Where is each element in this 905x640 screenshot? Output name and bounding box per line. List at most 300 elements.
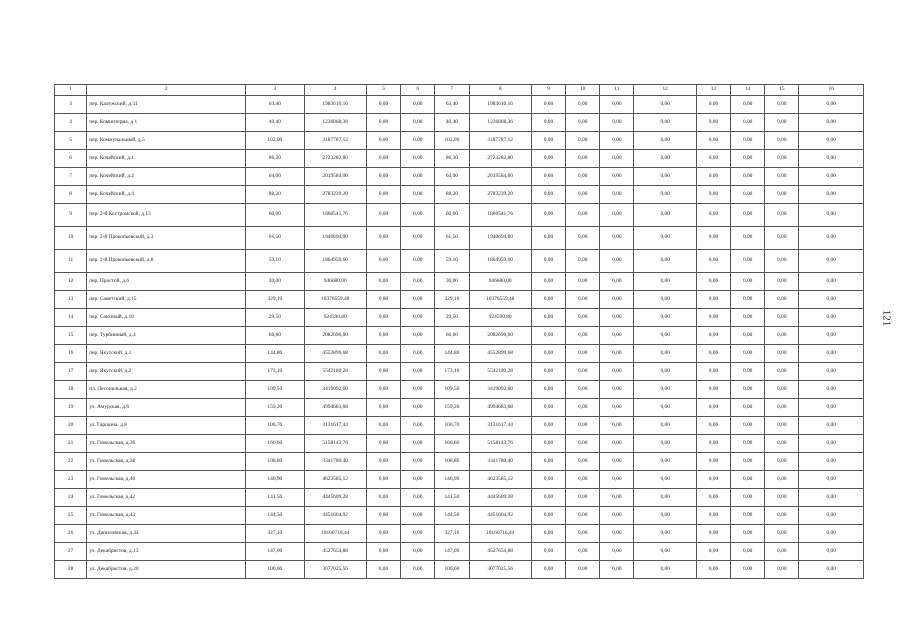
value-cell: 146,90 <box>246 471 304 489</box>
value-cell: 0,00 <box>531 132 565 150</box>
value-cell: 0,00 <box>634 471 696 489</box>
value-cell: 0,00 <box>731 399 765 417</box>
column-header: 9 <box>531 85 565 96</box>
value-cell: 0,00 <box>731 150 765 168</box>
value-cell: 0,00 <box>600 309 634 327</box>
value-cell: 0,00 <box>634 561 696 579</box>
table-row <box>55 150 864 168</box>
value-cell: 0,00 <box>765 381 799 399</box>
value-cell: 0,00 <box>600 168 634 186</box>
value-cell: 4623585,12 <box>304 471 366 489</box>
value-cell: 946680,00 <box>304 273 366 291</box>
address-cell: ул. Гомельская, д.43 <box>87 507 246 525</box>
value-cell: 0,00 <box>366 489 400 507</box>
address-cell: пл. Лесопильная, д.2 <box>87 381 246 399</box>
value-cell: 0,00 <box>696 327 730 345</box>
value-cell: 0,00 <box>401 399 435 417</box>
value-cell: 0,00 <box>531 561 565 579</box>
value-cell: 3131617,44 <box>304 417 366 435</box>
value-cell: 64,00 <box>246 168 304 186</box>
value-cell: 0,00 <box>401 543 435 561</box>
value-cell: 59,10 <box>435 250 469 273</box>
value-cell: 0,00 <box>531 507 565 525</box>
value-cell: 141,50 <box>435 489 469 507</box>
value-cell: 0,00 <box>731 345 765 363</box>
value-cell: 0,00 <box>799 132 864 150</box>
value-cell: 0,00 <box>531 381 565 399</box>
value-cell: 0,00 <box>799 417 864 435</box>
value-cell: 0,00 <box>566 309 600 327</box>
value-cell: 4527654,88 <box>304 543 366 561</box>
value-cell: 4623585,12 <box>469 471 531 489</box>
value-cell: 2783239,20 <box>304 186 366 204</box>
value-cell: 24 <box>55 489 87 507</box>
address-cell: пер. Коминтерна, д.1 <box>87 114 246 132</box>
value-cell: 144,50 <box>435 507 469 525</box>
value-cell: 0,00 <box>696 309 730 327</box>
value-cell: 0,00 <box>696 399 730 417</box>
header-row <box>55 85 864 96</box>
value-cell: 26 <box>55 525 87 543</box>
value-cell: 0,00 <box>600 327 634 345</box>
table-row <box>55 525 864 543</box>
value-cell: 0,00 <box>600 471 634 489</box>
table-row <box>55 327 864 345</box>
value-cell: 0,00 <box>765 345 799 363</box>
table-row <box>55 471 864 489</box>
value-cell: 61,50 <box>435 227 469 250</box>
value-cell: 0,00 <box>765 435 799 453</box>
value-cell: 159,20 <box>246 399 304 417</box>
value-cell: 0,00 <box>401 309 435 327</box>
value-cell: 0,00 <box>566 345 600 363</box>
value-cell: 0,00 <box>696 150 730 168</box>
value-cell: 0,00 <box>566 327 600 345</box>
value-cell: 0,00 <box>765 417 799 435</box>
value-cell: 173,10 <box>435 363 469 381</box>
value-cell: 63,40 <box>435 96 469 114</box>
table-row <box>55 250 864 273</box>
value-cell: 0,00 <box>765 561 799 579</box>
value-cell: 147,00 <box>435 543 469 561</box>
column-header: 15 <box>765 85 799 96</box>
value-cell: 0,00 <box>799 543 864 561</box>
value-cell: 1860541,76 <box>304 204 366 227</box>
address-cell: пер. 2-й Прокопьевский, д.8 <box>87 250 246 273</box>
value-cell: 0,00 <box>696 561 730 579</box>
value-cell: 29,50 <box>435 309 469 327</box>
value-cell: 0,00 <box>531 435 565 453</box>
value-cell: 0,00 <box>531 363 565 381</box>
value-cell: 0,00 <box>401 327 435 345</box>
value-cell: 0,00 <box>566 525 600 543</box>
value-cell: 0,00 <box>366 96 400 114</box>
value-cell: 0,00 <box>531 309 565 327</box>
value-cell: 0,00 <box>366 471 400 489</box>
address-cell: ул. Гаршина, д.8 <box>87 417 246 435</box>
value-cell: 0,00 <box>366 417 400 435</box>
value-cell: 327,10 <box>246 525 304 543</box>
value-cell: 147,00 <box>246 543 304 561</box>
value-cell: 5542180,28 <box>469 363 531 381</box>
value-cell: 0,00 <box>634 132 696 150</box>
value-cell: 0,00 <box>600 150 634 168</box>
value-cell: 0,00 <box>765 399 799 417</box>
value-cell: 0,00 <box>366 327 400 345</box>
value-cell: 0,00 <box>696 250 730 273</box>
value-cell: 329,10 <box>435 291 469 309</box>
value-cell: 0,00 <box>566 132 600 150</box>
value-cell: 3419092,60 <box>304 381 366 399</box>
value-cell: 5542180,28 <box>304 363 366 381</box>
value-cell: 0,00 <box>731 381 765 399</box>
value-cell: 4552899,68 <box>304 345 366 363</box>
value-cell: 0,00 <box>696 96 730 114</box>
value-cell: 0,00 <box>401 507 435 525</box>
value-cell: 14 <box>55 309 87 327</box>
value-cell: 0,00 <box>731 453 765 471</box>
address-cell: пер. Калужский, д.31 <box>87 96 246 114</box>
column-header: 2 <box>87 85 246 96</box>
table-row <box>55 168 864 186</box>
value-cell: 0,00 <box>696 345 730 363</box>
value-cell: 0,00 <box>401 345 435 363</box>
value-cell: 0,00 <box>765 250 799 273</box>
value-cell: 0,00 <box>401 435 435 453</box>
value-cell: 0,00 <box>634 543 696 561</box>
value-cell: 0,00 <box>731 363 765 381</box>
value-cell: 0,00 <box>531 327 565 345</box>
value-cell: 0,00 <box>765 168 799 186</box>
data-table <box>54 84 864 579</box>
value-cell: 0,00 <box>799 96 864 114</box>
value-cell: 0,00 <box>566 381 600 399</box>
value-cell: 0,00 <box>731 489 765 507</box>
value-cell: 0,00 <box>566 489 600 507</box>
value-cell: 3131617,44 <box>469 417 531 435</box>
column-header: 3 <box>246 85 304 96</box>
value-cell: 0,00 <box>696 168 730 186</box>
value-cell: 3 <box>55 96 87 114</box>
value-cell: 19 <box>55 399 87 417</box>
value-cell: 0,00 <box>799 525 864 543</box>
value-cell: 159,20 <box>435 399 469 417</box>
table-row <box>55 96 864 114</box>
value-cell: 946680,00 <box>469 273 531 291</box>
value-cell: 0,00 <box>696 417 730 435</box>
address-cell: пер. Союзный, д.10 <box>87 309 246 327</box>
value-cell: 0,00 <box>531 114 565 132</box>
value-cell: 109,50 <box>246 381 304 399</box>
value-cell: 100,60 <box>435 561 469 579</box>
value-cell: 0,00 <box>600 489 634 507</box>
value-cell: 66,60 <box>246 327 304 345</box>
address-cell: пер. 2-й Прокопьевский, д.3 <box>87 227 246 250</box>
value-cell: 0,00 <box>401 525 435 543</box>
value-cell: 0,00 <box>600 204 634 227</box>
value-cell: 16 <box>55 345 87 363</box>
value-cell: 1983610,16 <box>304 96 366 114</box>
value-cell: 0,00 <box>634 381 696 399</box>
table-row <box>55 453 864 471</box>
value-cell: 0,00 <box>531 453 565 471</box>
value-cell: 0,00 <box>731 507 765 525</box>
value-cell: 0,00 <box>696 186 730 204</box>
value-cell: 0,00 <box>531 345 565 363</box>
value-cell: 0,00 <box>731 250 765 273</box>
value-cell: 0,00 <box>696 291 730 309</box>
value-cell: 0,00 <box>731 417 765 435</box>
value-cell: 8 <box>55 186 87 204</box>
value-cell: 0,00 <box>366 273 400 291</box>
value-cell: 59,10 <box>246 250 304 273</box>
address-cell: ул. Гомельская, д.40 <box>87 471 246 489</box>
value-cell: 0,00 <box>600 561 634 579</box>
value-cell: 6 <box>55 150 87 168</box>
value-cell: 0,00 <box>401 363 435 381</box>
address-cell: пер. Советский, д.15 <box>87 291 246 309</box>
value-cell: 0,00 <box>731 227 765 250</box>
value-cell: 0,00 <box>600 132 634 150</box>
value-cell: 30,00 <box>435 273 469 291</box>
value-cell: 10160716,44 <box>304 525 366 543</box>
table-row <box>55 132 864 150</box>
value-cell: 5158143,76 <box>469 435 531 453</box>
address-cell: пер. Кочейский, д.1 <box>87 150 246 168</box>
value-cell: 2019584,00 <box>304 168 366 186</box>
value-cell: 2783239,20 <box>469 186 531 204</box>
value-cell: 108,80 <box>246 453 304 471</box>
column-header: 7 <box>435 85 469 96</box>
value-cell: 327,10 <box>435 525 469 543</box>
value-cell: 0,00 <box>531 489 565 507</box>
address-cell: пер. Простой, д.6 <box>87 273 246 291</box>
value-cell: 0,00 <box>566 453 600 471</box>
value-cell: 0,00 <box>696 507 730 525</box>
address-cell: ул. Гомельская, д.38 <box>87 453 246 471</box>
value-cell: 2082696,00 <box>469 327 531 345</box>
table-row <box>55 543 864 561</box>
value-cell: 0,00 <box>731 327 765 345</box>
value-cell: 0,00 <box>600 417 634 435</box>
value-cell: 0,00 <box>634 525 696 543</box>
value-cell: 0,00 <box>366 186 400 204</box>
value-cell: 4445609,28 <box>304 489 366 507</box>
value-cell: 0,00 <box>401 227 435 250</box>
value-cell: 0,00 <box>531 471 565 489</box>
value-cell: 0,00 <box>696 227 730 250</box>
value-cell: 0,00 <box>366 525 400 543</box>
value-cell: 0,00 <box>366 507 400 525</box>
value-cell: 0,00 <box>799 435 864 453</box>
value-cell: 0,00 <box>566 435 600 453</box>
value-cell: 924590,80 <box>304 309 366 327</box>
value-cell: 0,00 <box>566 471 600 489</box>
value-cell: 0,00 <box>566 150 600 168</box>
address-cell: ул. Гомельская, д.42 <box>87 489 246 507</box>
value-cell: 4451604,92 <box>469 507 531 525</box>
value-cell: 0,00 <box>600 381 634 399</box>
table-row <box>55 309 864 327</box>
value-cell: 0,00 <box>799 453 864 471</box>
value-cell: 10 <box>55 227 87 250</box>
value-cell: 3187787,12 <box>304 132 366 150</box>
value-cell: 0,00 <box>531 399 565 417</box>
value-cell: 0,00 <box>366 543 400 561</box>
value-cell: 10376559,48 <box>304 291 366 309</box>
value-cell: 0,00 <box>600 363 634 381</box>
table-row <box>55 417 864 435</box>
value-cell: 0,00 <box>765 453 799 471</box>
value-cell: 12 <box>55 273 87 291</box>
value-cell: 3077025,56 <box>304 561 366 579</box>
value-cell: 0,00 <box>401 250 435 273</box>
value-cell: 0,00 <box>765 489 799 507</box>
value-cell: 0,00 <box>634 114 696 132</box>
value-cell: 0,00 <box>799 227 864 250</box>
value-cell: 0,00 <box>799 204 864 227</box>
value-cell: 0,00 <box>799 150 864 168</box>
value-cell: 0,00 <box>765 543 799 561</box>
value-cell: 0,00 <box>634 507 696 525</box>
value-cell: 7 <box>55 168 87 186</box>
value-cell: 0,00 <box>765 273 799 291</box>
address-cell: ул. Декабристов, д.13 <box>87 543 246 561</box>
value-cell: 0,00 <box>566 417 600 435</box>
value-cell: 0,00 <box>566 273 600 291</box>
value-cell: 0,00 <box>634 150 696 168</box>
value-cell: 109,50 <box>435 381 469 399</box>
value-cell: 23 <box>55 471 87 489</box>
value-cell: 5 <box>55 132 87 150</box>
value-cell: 0,00 <box>600 435 634 453</box>
value-cell: 1940694,00 <box>304 227 366 250</box>
value-cell: 86,30 <box>246 150 304 168</box>
value-cell: 0,00 <box>765 525 799 543</box>
column-header: 1 <box>55 85 87 96</box>
value-cell: 0,00 <box>600 186 634 204</box>
value-cell: 28 <box>55 561 87 579</box>
column-header: 11 <box>600 85 634 96</box>
value-cell: 0,00 <box>531 543 565 561</box>
value-cell: 21 <box>55 435 87 453</box>
address-cell: пер. 2-й Костромской, д.13 <box>87 204 246 227</box>
value-cell: 0,00 <box>731 471 765 489</box>
value-cell: 13 <box>55 291 87 309</box>
value-cell: 0,00 <box>401 186 435 204</box>
value-cell: 40,40 <box>246 114 304 132</box>
value-cell: 1940694,00 <box>469 227 531 250</box>
table-row <box>55 291 864 309</box>
value-cell: 0,00 <box>634 186 696 204</box>
value-cell: 66,60 <box>435 327 469 345</box>
value-cell: 0,00 <box>634 363 696 381</box>
column-header: 6 <box>401 85 435 96</box>
column-header: 13 <box>696 85 730 96</box>
value-cell: 63,40 <box>246 96 304 114</box>
value-cell: 0,00 <box>401 561 435 579</box>
value-cell: 0,00 <box>366 345 400 363</box>
value-cell: 0,00 <box>696 114 730 132</box>
value-cell: 166,60 <box>435 435 469 453</box>
value-cell: 0,00 <box>696 273 730 291</box>
value-cell: 0,00 <box>366 561 400 579</box>
value-cell: 0,00 <box>566 507 600 525</box>
value-cell: 0,00 <box>696 435 730 453</box>
value-cell: 0,00 <box>366 363 400 381</box>
value-cell: 18 <box>55 381 87 399</box>
value-cell: 0,00 <box>566 114 600 132</box>
value-cell: 0,00 <box>366 291 400 309</box>
value-cell: 0,00 <box>799 250 864 273</box>
value-cell: 1860541,76 <box>469 204 531 227</box>
table-row <box>55 435 864 453</box>
address-cell: ул. Амурская, д.6 <box>87 399 246 417</box>
value-cell: 0,00 <box>531 186 565 204</box>
value-cell: 0,00 <box>600 453 634 471</box>
value-cell: 102,00 <box>246 132 304 150</box>
value-cell: 30,00 <box>246 273 304 291</box>
value-cell: 3341780,40 <box>469 453 531 471</box>
value-cell: 0,00 <box>765 363 799 381</box>
column-header: 14 <box>731 85 765 96</box>
address-cell: пер. Турбинный, д.4 <box>87 327 246 345</box>
value-cell: 0,00 <box>731 525 765 543</box>
value-cell: 0,00 <box>765 507 799 525</box>
value-cell: 64,00 <box>435 168 469 186</box>
column-header: 5 <box>366 85 400 96</box>
address-cell: пер. Якутский, д.2 <box>87 363 246 381</box>
value-cell: 0,00 <box>531 291 565 309</box>
value-cell: 0,00 <box>366 150 400 168</box>
table-row <box>55 114 864 132</box>
value-cell: 0,00 <box>731 96 765 114</box>
value-cell: 0,00 <box>731 291 765 309</box>
value-cell: 0,00 <box>401 489 435 507</box>
value-cell: 0,00 <box>566 96 600 114</box>
value-cell: 10376559,48 <box>469 291 531 309</box>
value-cell: 2082696,00 <box>304 327 366 345</box>
value-cell: 9 <box>55 204 87 227</box>
value-cell: 0,00 <box>401 471 435 489</box>
value-cell: 0,00 <box>401 273 435 291</box>
value-cell: 4552899,68 <box>469 345 531 363</box>
column-header: 8 <box>469 85 531 96</box>
value-cell: 0,00 <box>600 345 634 363</box>
value-cell: 0,00 <box>531 168 565 186</box>
value-cell: 100,70 <box>435 417 469 435</box>
column-header: 16 <box>799 85 864 96</box>
table-row <box>55 489 864 507</box>
value-cell: 3341780,40 <box>304 453 366 471</box>
value-cell: 0,00 <box>634 227 696 250</box>
value-cell: 0,00 <box>366 114 400 132</box>
value-cell: 0,00 <box>600 291 634 309</box>
column-header: 12 <box>634 85 696 96</box>
value-cell: 86,30 <box>435 150 469 168</box>
column-header: 10 <box>566 85 600 96</box>
value-cell: 144,50 <box>246 507 304 525</box>
value-cell: 1236868,36 <box>304 114 366 132</box>
value-cell: 0,00 <box>401 381 435 399</box>
table-row <box>55 345 864 363</box>
value-cell: 27 <box>55 543 87 561</box>
value-cell: 0,00 <box>566 186 600 204</box>
page-number: 121 <box>880 309 893 327</box>
value-cell: 0,00 <box>600 114 634 132</box>
value-cell: 141,50 <box>246 489 304 507</box>
value-cell: 0,00 <box>799 114 864 132</box>
